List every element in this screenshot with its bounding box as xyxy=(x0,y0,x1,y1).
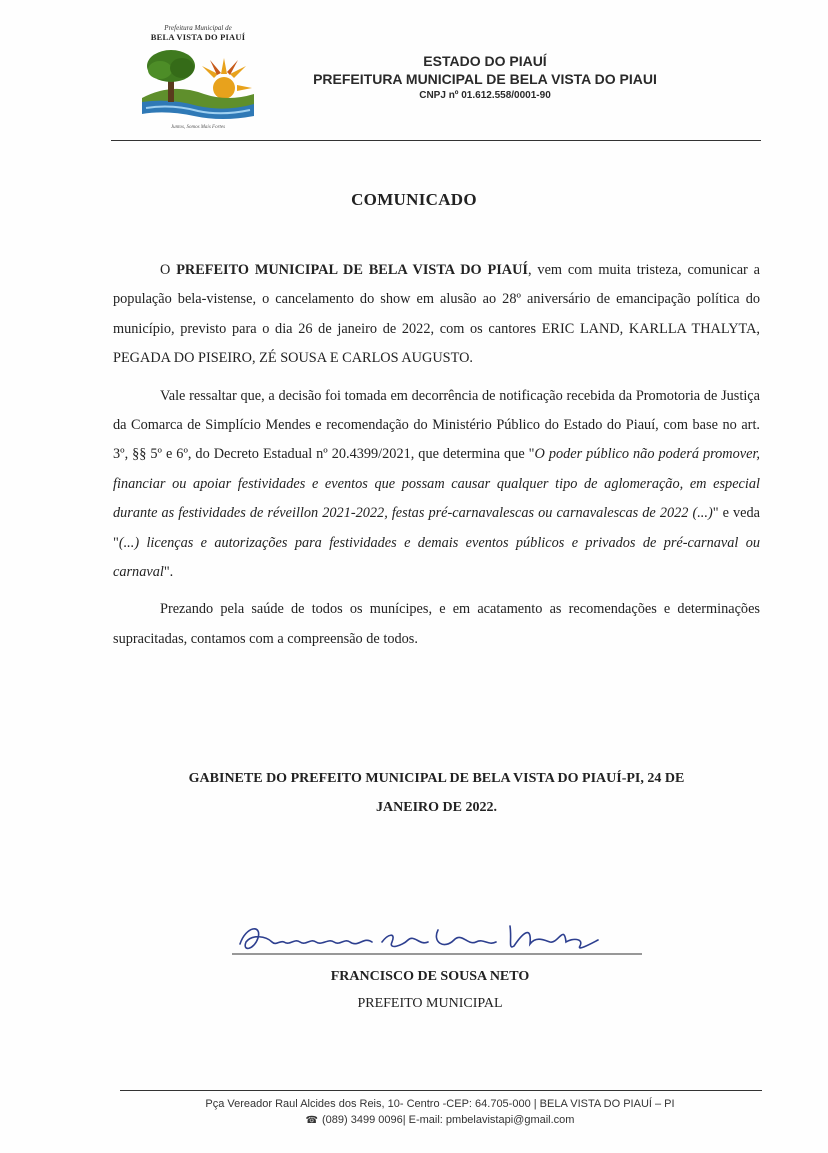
signatory-role: PREFEITO MUNICIPAL xyxy=(357,996,503,1011)
p2-quote-2: (...) licenças e autorizações para festividades e demais eventos públicos e privados de pré-carnaval ou carnaval xyxy=(113,534,760,581)
phone-icon: ☎ xyxy=(305,1115,318,1126)
office-date-line xyxy=(113,764,760,822)
footer xyxy=(110,1096,770,1129)
footer-contact-line xyxy=(110,1112,770,1129)
tree-sun-logo-icon xyxy=(142,48,254,124)
p1-bold: PREFEITO MUNICIPAL DE BELA VISTA DO PIAUÍ xyxy=(176,262,528,278)
letterhead xyxy=(250,52,720,104)
paragraph-3: Prezando pela saúde de todos os munícipes, e em acatamento as recomendações e determinações supracitadas, contamos com a compreensão de todos. xyxy=(113,601,760,647)
logo-top-big: BELA VISTA DO PIAUÍ xyxy=(150,32,246,42)
office-line-2: JANEIRO DE 2022. xyxy=(376,800,497,815)
footer-address: Pça Vereador Raul Alcides dos Reis, 10- Centro -CEP: 64.705-000 | BELA VISTA DO PIAUÍ – PI xyxy=(205,1098,675,1110)
footer-contact: (089) 3499 0096| E-mail: pmbelavistapi@gmail.com xyxy=(321,1114,575,1126)
paragraph-2 xyxy=(113,382,760,588)
handwritten-signature xyxy=(232,916,642,960)
p2-start: Vale ressaltar que, a decisão foi tomada em decorrência de notificação recebida da Promotoria de Justiça da Comarca de Simplício Mendes e recomendação do Ministério Público do Estado do Piauí, com base no art. 3º, §§ 5º e 6º, do Decreto Estadual nº 20.4399/2021, que determina que " xyxy=(113,387,760,463)
p1-lead: O xyxy=(160,262,177,278)
p2-mid: " e veda " xyxy=(113,505,760,551)
p1-rest: , vem com muita tristeza, comunicar a população bela-vistense, o cancelamento do show em alusão ao 28º aniversário de emancipação política do município, previsto para o dia 26 de janeiro de 2022, com os cantores ERIC LAND, KARLLA THALYTA, PEGADA DO PISEIRO, ZÉ SOUSA E CARLOS AUGUSTO. xyxy=(113,262,760,367)
paragraph-1 xyxy=(113,256,760,374)
logo-top-small: Prefeitura Municipal de xyxy=(164,24,232,32)
logo-heading xyxy=(138,24,258,42)
signatory-name: FRANCISCO DE SOUSA NETO xyxy=(330,969,530,984)
document-title: COMUNICADO xyxy=(351,190,477,209)
footer-divider xyxy=(120,1090,762,1091)
header-divider xyxy=(111,140,761,141)
document-body xyxy=(113,256,760,654)
city-hall-name: PREFEITURA MUNICIPAL DE BELA VISTA DO PIAUI xyxy=(313,71,657,87)
office-line-1: GABINETE DO PREFEITO MUNICIPAL DE BELA VISTA DO PIAUÍ-PI, 24 DE xyxy=(188,771,685,786)
cnpj-number: CNPJ nº 01.612.558/0001-90 xyxy=(419,90,551,101)
logo-motto: Juntos, Somos Mais Fortes xyxy=(170,125,226,130)
state-name: ESTADO DO PIAUÍ xyxy=(423,53,547,69)
p2-quote-1: O poder público não poderá promover, financiar ou apoiar festividades e eventos que possam causar qualquer tipo de aglomeração, em especial durante as festividades de réveillon 2021-2022, festas pré-carnavalescas ou carnavalescas de 2022 (...) xyxy=(113,446,760,522)
municipal-logo xyxy=(138,24,258,136)
p2-end: ". xyxy=(163,564,174,581)
